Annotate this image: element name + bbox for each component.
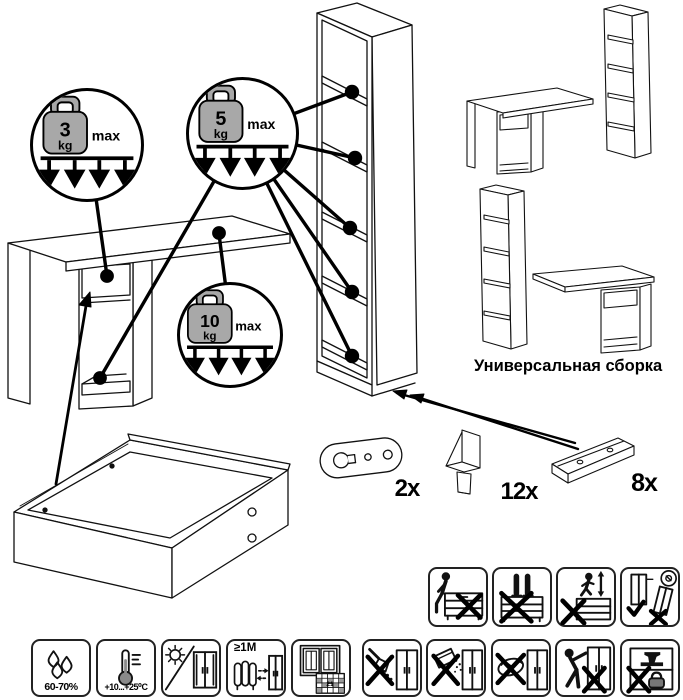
- icon-do-not-jump: [556, 567, 616, 627]
- shelf-pin-drawing: [446, 430, 480, 494]
- icon-humidity: [31, 639, 91, 697]
- weight-value: 3: [59, 119, 71, 142]
- calendar-day-label: 21: [326, 681, 334, 688]
- weight-unit: kg: [58, 138, 73, 153]
- weight-value: 10: [200, 311, 220, 332]
- keyhole-plate-drawing: [318, 436, 404, 480]
- weight-max-label: max: [235, 318, 262, 334]
- icon-no-scouring-pad: [491, 639, 551, 697]
- icon-no-abrasive-powder: [426, 639, 486, 697]
- icon-do-not-push: [555, 639, 615, 697]
- temperature-label: +10...+25⁰C: [104, 682, 148, 692]
- config-variant-1: [467, 5, 651, 174]
- icon-anchor-to-wall: [620, 567, 680, 627]
- hardware-count-shelf-pin: 12x: [500, 478, 538, 505]
- drawer-drawing: [14, 434, 290, 598]
- icon-no-solvents: [362, 639, 422, 697]
- weight-unit: kg: [203, 330, 217, 343]
- config-variant-2: [480, 185, 654, 353]
- icon-no-direct-sunlight: [161, 639, 221, 697]
- humidity-label: 60-70%: [44, 681, 78, 693]
- weight-limit-drawer: [30, 88, 144, 202]
- icon-do-not-stand: [492, 567, 552, 627]
- weight-max-label: max: [91, 128, 121, 145]
- weight-limit-shelf: [186, 77, 299, 190]
- hardware-count-keyhole-plate: 2x: [394, 475, 420, 502]
- icon-no-heavy-objects-inside: [620, 639, 680, 697]
- weight-limit-desktop: [177, 282, 283, 388]
- icon-temperature: [96, 639, 156, 697]
- icon-ventilate-room: [291, 639, 351, 697]
- min-distance-label: ≥1М: [234, 642, 257, 654]
- weight-icon: [180, 285, 280, 385]
- variants-caption: Универсальная сборка: [474, 357, 663, 375]
- weight-value: 5: [215, 108, 227, 131]
- icon-min-1m-from-heat: [226, 639, 286, 697]
- weight-icon: [33, 91, 141, 199]
- bookcase-drawing: [317, 3, 417, 396]
- weight-unit: kg: [213, 127, 229, 142]
- weight-icon: [189, 80, 296, 187]
- hardware-count-bracket: 8x: [631, 469, 657, 497]
- weight-max-label: max: [247, 115, 276, 132]
- icon-do-not-sit: [428, 567, 488, 627]
